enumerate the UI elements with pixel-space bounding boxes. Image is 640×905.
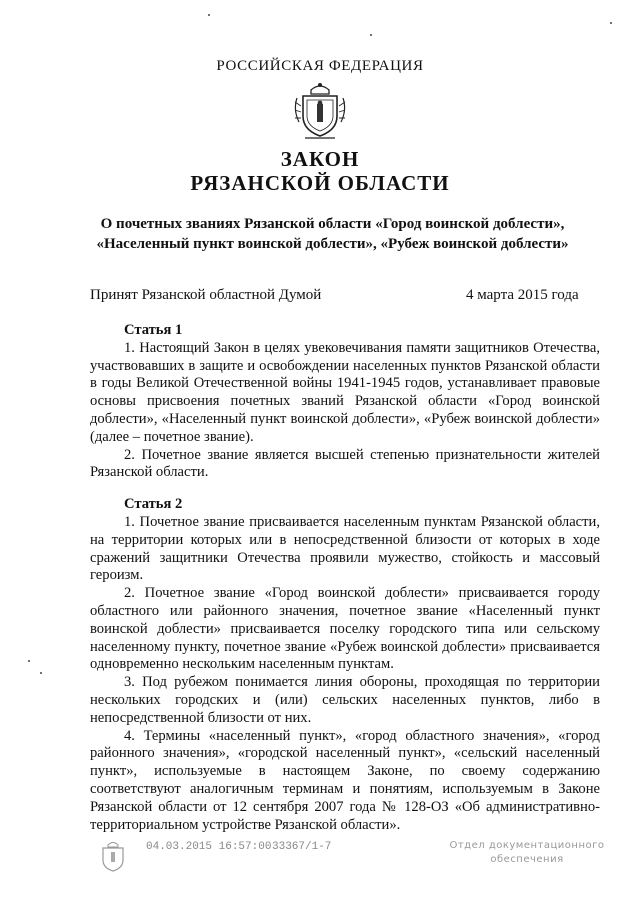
article-1 xyxy=(90,322,600,482)
law-subtitle-line2: «Населенный пункт воинской доблести», «Рубеж воинской доблести» xyxy=(96,236,569,252)
scan-speck xyxy=(40,672,42,674)
registration-footer xyxy=(0,839,640,889)
adopted-by: Принят Рязанской областной Думой xyxy=(90,287,322,303)
article-paragraph: 4. Термины «населенный пункт», «город областного значения», «город районного значения», «городской населенный пункт», «сельский населенный пункт», используемые в настоящем Законе, по своему содержанию соответствуют аналогичным терминам и понятиям, используемым в Законе Рязанской области от 12 сентября 2007 года № 128-ОЗ «Об административно-территориальном устройстве Рязанской области». xyxy=(90,727,600,833)
ryazan-emblem-stamp-icon xyxy=(96,839,130,873)
article-2 xyxy=(90,496,600,834)
law-title xyxy=(0,147,640,195)
registration-code: 33367/1-7 xyxy=(272,841,332,853)
department-line2: обеспечения xyxy=(490,854,564,865)
article-paragraph: 1. Настоящий Закон в целях увековечивания памяти защитников Отечества, участвовавших в защите и освобождении населенных пунктов Рязанской области в годы Великой Отечественной войны 1941-1945 годов, устанавливает правовые основы присвоения почетных званий Рязанской области «Город воинской доблести», «Населенный пункт воинской доблести», «Рубеж воинской доблести» (далее – почетное звание). xyxy=(90,339,600,445)
law-title-line1: ЗАКОН xyxy=(280,147,360,171)
article-title: Статья 1 xyxy=(124,322,183,338)
scan-speck xyxy=(370,34,372,36)
scan-speck xyxy=(610,22,612,24)
department-stamp xyxy=(447,839,607,867)
law-subtitle-line1: О почетных званиях Рязанской области «Город воинской доблести», xyxy=(100,216,565,232)
article-paragraph: 2. Почетное звание «Город воинской доблести» присваивается городу областного или районного значения, почетное звание «Населенный пункт воинской доблести» присваивается поселку городского типа или сельскому населенному пункту, почетное звание «Рубеж воинской доблести» присваивается одновременно нескольким населенным пунктам. xyxy=(90,585,600,673)
article-paragraph: 2. Почетное звание является высшей степенью признательности жителей Рязанской области. xyxy=(90,446,600,481)
law-body xyxy=(90,322,600,848)
ryazan-coat-of-arms-icon xyxy=(289,80,351,142)
article-paragraph: 1. Почетное звание присваивается населенным пунктам Рязанской области, на территории которых или в непосредственной близости от которых в ходе сражений защитники Отечества проявили мужество, стойкость и массовый героизм. xyxy=(90,513,600,584)
registration-datetime: 04.03.2015 16:57:00 xyxy=(146,841,272,853)
adoption-date: 4 марта 2015 года xyxy=(466,287,579,303)
scan-speck xyxy=(28,660,30,662)
department-line1: Отдел документационного xyxy=(449,840,605,851)
article-title: Статья 2 xyxy=(124,496,183,513)
country-heading: РОССИЙСКАЯ ФЕДЕРАЦИЯ xyxy=(216,58,424,74)
scan-speck xyxy=(208,14,210,16)
law-title-line2: РЯЗАНСКОЙ ОБЛАСТИ xyxy=(190,171,450,195)
article-paragraph: 3. Под рубежом понимается линия обороны, проходящая по территории нескольких городских и (или) сельских населенных пунктов, либо в непосредственной близости от них. xyxy=(90,674,600,726)
law-subtitle xyxy=(80,214,585,254)
